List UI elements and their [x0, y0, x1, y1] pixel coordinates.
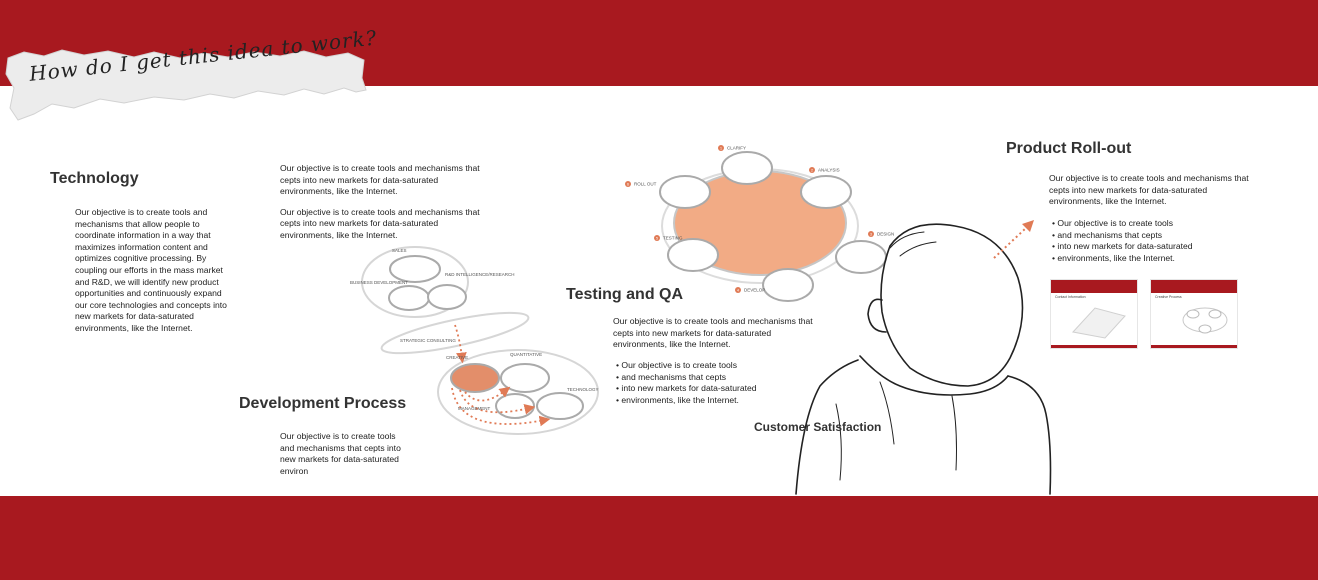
cycle-step-label: ROLL OUT	[634, 181, 657, 187]
cycle-step-number: 5	[656, 236, 658, 241]
thumbnail-footer	[1151, 345, 1237, 348]
rnd-node	[428, 285, 466, 309]
thumbnail-footer	[1051, 345, 1137, 348]
technology-node	[537, 393, 583, 419]
intro-paragraph-2: Our objective is to create tools and mechanisms that cepts into new markets for data-saturated environments, like the Internet.	[280, 206, 480, 240]
rollout-heading: Product Roll-out	[1006, 140, 1132, 157]
cycle-step-number: 6	[627, 182, 629, 187]
testing-bullets	[616, 360, 757, 406]
sales-node	[390, 256, 440, 282]
list-item: • and mechanisms that cepts	[616, 372, 757, 384]
customer-heading: Customer Satisfaction	[754, 420, 882, 434]
label-creative: CREATIVE	[446, 355, 469, 360]
list-item: • and mechanisms that cepts	[1052, 230, 1193, 242]
intro-text	[280, 163, 492, 251]
cycle-node-analysis	[801, 176, 851, 208]
cycle-step-clarify	[718, 145, 746, 151]
technology-heading: Technology	[50, 170, 139, 187]
shirt-fold	[836, 404, 841, 480]
intro-paragraph-1: Our objective is to create tools and mechanisms that cepts into new markets for data-saturated environments, like the Internet.	[280, 163, 480, 197]
cycle-step-number: 1	[720, 146, 722, 151]
thumbnail-sketch	[1175, 302, 1235, 338]
flow-arrow	[455, 325, 462, 358]
quantitative-node	[501, 364, 549, 392]
label-management: MANAGEMENT	[458, 406, 491, 411]
development-heading: Development Process	[239, 395, 407, 412]
cycle-step-analysis	[809, 167, 840, 173]
cycle-step-label: DEVELOP	[744, 287, 766, 293]
thumbnail-header	[1151, 280, 1237, 293]
cycle-step-label: CLARIFY	[727, 145, 747, 151]
thumbnail-contact	[1050, 279, 1138, 349]
thumbnail-title: Creative Process	[1155, 295, 1182, 299]
creative-node	[451, 364, 499, 392]
cycle-step-label: DESIGN	[877, 231, 895, 237]
arrow-shaft	[994, 228, 1026, 258]
bottom-banner	[0, 496, 1318, 580]
cycle-node-rollout	[660, 176, 710, 208]
label-bizdev: BUSINESS DEVELOPMENT	[350, 280, 409, 285]
thumbnail-title: Contact Information	[1055, 295, 1086, 299]
strategic-outline	[379, 305, 531, 362]
cycle-step-label: ANALYSIS	[818, 167, 840, 173]
rollout-arrow	[990, 218, 1040, 264]
cycle-step-number: 4	[737, 288, 739, 293]
cycle-step-number: 3	[870, 232, 872, 237]
rollout-body: Our objective is to create tools and mechanisms that cepts into new markets for data-saturated environments, like the Internet.	[1049, 173, 1249, 207]
cycle-step-number: 2	[811, 168, 813, 173]
list-item: • into new markets for data-saturated	[1052, 241, 1193, 253]
hair-strokes	[890, 232, 936, 256]
testing-body: Our objective is to create tools and mechanisms that cepts into new markets for data-saturated environments, like the Internet.	[613, 316, 813, 350]
thumbnail-creative	[1150, 279, 1238, 349]
cycle-node-testing	[668, 239, 718, 271]
cycle-step-label: TESTING	[663, 235, 683, 241]
cycle-node-clarify	[722, 152, 772, 184]
technology-body: Our objective is to create tools and mechanisms that allow people to coordinate information in a way that maximizes information content and optimizes cognitive processing. By coupling our efforts in the mass market and R&D, we will identify new product opportunities and continuously expand our core technologies and concepts into new markets for data-saturated environments, like the Internet.	[75, 207, 227, 333]
rollout-bullets	[1052, 218, 1193, 264]
label-sales: SALES	[392, 248, 407, 253]
cycle-step-testing	[654, 235, 683, 241]
list-item: • Our objective is to create tools	[1052, 218, 1193, 230]
development-body: Our objective is to create tools and mechanisms that cepts into new markets for data-saturated environ	[280, 431, 401, 476]
list-item: • environments, like the Internet.	[616, 395, 757, 407]
thumbnail-sketch	[1069, 302, 1129, 340]
testing-heading: Testing and QA	[566, 286, 684, 303]
cycle-step-rollout	[625, 181, 657, 187]
right-shoulder	[1008, 376, 1051, 494]
label-rnd: R&D INTELLIGENCE/RESEARCH	[445, 272, 515, 277]
bizdev-node	[389, 286, 429, 310]
list-item: • environments, like the Internet.	[1052, 253, 1193, 265]
label-quant: QUANTITATIVE	[510, 352, 543, 357]
management-node	[496, 394, 534, 418]
handwritten-headline: How do I get this idea to work?	[28, 25, 379, 86]
thumbnail-header	[1051, 280, 1137, 293]
list-item: • Our objective is to create tools	[616, 360, 757, 372]
list-item: • into new markets for data-saturated	[616, 383, 757, 395]
label-technology: TECHNOLOGY	[567, 387, 599, 392]
label-strategic: STRATEGIC CONSULTING	[400, 338, 456, 343]
